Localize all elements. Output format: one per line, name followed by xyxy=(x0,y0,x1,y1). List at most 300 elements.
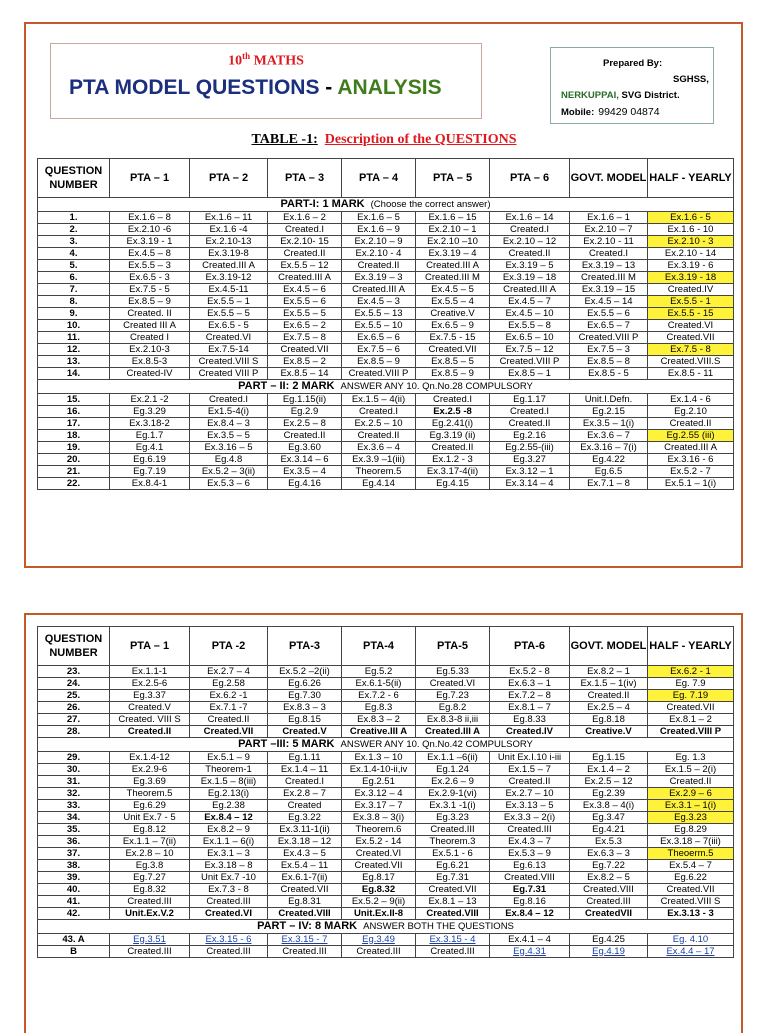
question-source-cell: Eg.1.17 xyxy=(490,394,570,406)
question-source-cell: Theorem.6 xyxy=(342,824,416,836)
question-source-cell: Eg.1.15 xyxy=(570,752,648,764)
question-source-cell: Ex.1.6 – 9 xyxy=(342,224,416,236)
question-source-cell: Created.I xyxy=(490,406,570,418)
question-number-cell: 5. xyxy=(38,260,110,272)
question-source-cell: Ex.2.10-13 xyxy=(190,236,268,248)
question-source-cell: Eg.3.27 xyxy=(490,454,570,466)
section-note: (Choose the correct answer) xyxy=(370,199,491,210)
table-row xyxy=(38,764,734,776)
table-row xyxy=(38,454,734,466)
question-source-cell: Eg.6.19 xyxy=(110,454,190,466)
question-source-cell: Ex.1.1 – 6(i) xyxy=(190,836,268,848)
grade-subject xyxy=(51,51,481,70)
question-source-cell: Ex.5.5 - 1 xyxy=(648,296,734,308)
question-source-cell: Ex.3.19-12 xyxy=(190,272,268,284)
question-source-cell: Ex.8.5 – 14 xyxy=(268,368,342,380)
question-source-cell: Eg.3.8 xyxy=(110,860,190,872)
question-source-cell: Ex.6.5 – 6 xyxy=(342,332,416,344)
question-source-cell: Created.VIII xyxy=(490,872,570,884)
column-header: PTA – 3 xyxy=(268,159,342,198)
question-source-cell: Created.VIII.S xyxy=(648,356,734,368)
question-source-cell: Created.I xyxy=(342,406,416,418)
question-source-cell: Created.II xyxy=(490,418,570,430)
question-source-cell: Ex.2.10 - 3 xyxy=(648,236,734,248)
column-header: HALF - YEARLY xyxy=(648,159,734,198)
question-source-cell: Created.III M xyxy=(416,272,490,284)
question-source-cell: Created.V xyxy=(110,702,190,714)
question-source-cell: Eg. 1.3 xyxy=(648,752,734,764)
question-source-cell: Created VIII P xyxy=(190,368,268,380)
question-source-cell: Ex.3.14 – 4 xyxy=(490,478,570,490)
table-row xyxy=(38,908,734,920)
question-source-cell: Ex.6.1-7(ii) xyxy=(268,872,342,884)
question-source-cell: Ex.3.12 – 4 xyxy=(342,788,416,800)
question-source-cell: Eg.8.3 xyxy=(342,702,416,714)
question-source-cell: Created.VII xyxy=(416,884,490,896)
question-source-cell: Ex.6.5 - 3 xyxy=(110,272,190,284)
question-source-cell: Created.III A xyxy=(416,260,490,272)
question-source-cell: Created.VI xyxy=(190,908,268,920)
question-source-cell: Ex.1.3 – 10 xyxy=(342,752,416,764)
question-source-cell: Eg.4.21 xyxy=(570,824,648,836)
question-number-cell: 18. xyxy=(38,430,110,442)
question-source-cell: Ex.2.5 – 12 xyxy=(570,776,648,788)
table-row xyxy=(38,236,734,248)
question-source-cell: Created.VII xyxy=(416,344,490,356)
question-source-cell: Ex.7.5 - 15 xyxy=(416,332,490,344)
question-source-cell: Created.III xyxy=(416,824,490,836)
question-source-cell: Ex.3.17 – 7 xyxy=(342,800,416,812)
table-row xyxy=(38,332,734,344)
question-source-cell: Created III A xyxy=(110,320,190,332)
question-source-cell: Ex.1.6 – 15 xyxy=(416,212,490,224)
question-source-cell: Ex.8.5 - 11 xyxy=(648,368,734,380)
question-number-cell: 42. xyxy=(38,908,110,920)
question-source-cell: Created.III xyxy=(416,946,490,958)
question-source-cell: Ex.8.5 – 9 xyxy=(342,356,416,368)
question-source-cell: Created.III xyxy=(110,946,190,958)
column-header: GOVT. MODEL xyxy=(570,627,648,666)
grade-number: 10 xyxy=(228,53,243,69)
question-source-cell: Ex.3.19 – 18 xyxy=(490,272,570,284)
question-source-cell: Ex.3.16 – 7(i) xyxy=(570,442,648,454)
question-source-cell: Ex.7.5 – 12 xyxy=(490,344,570,356)
title-dash: - xyxy=(319,76,338,99)
question-source-cell: Ex.3.19 - 6 xyxy=(648,260,734,272)
question-source-cell: Ex.1.6 – 1 xyxy=(570,212,648,224)
question-source-cell: Eg. 7.9 xyxy=(648,678,734,690)
question-source-cell: Ex.7.5 – 6 xyxy=(342,344,416,356)
question-source-cell: Created.II xyxy=(648,776,734,788)
column-header: PTA-6 xyxy=(490,627,570,666)
question-source-cell: Created.III xyxy=(570,896,648,908)
question-source-cell: Ex.8.4 – 3 xyxy=(190,418,268,430)
question-source-cell: Ex.8.5 – 9 xyxy=(110,296,190,308)
table-row xyxy=(38,356,734,368)
question-source-cell: Ex.8.5 – 1 xyxy=(490,368,570,380)
question-number-cell: 41. xyxy=(38,896,110,908)
question-source-cell: Created.III A xyxy=(342,284,416,296)
question-source-cell: Ex.5.1 - 6 xyxy=(416,848,490,860)
question-source-cell: Ex.5.5 – 13 xyxy=(342,308,416,320)
question-source-cell: Ex.5.4 – 11 xyxy=(268,860,342,872)
question-source-cell: Ex.3.18-2 xyxy=(110,418,190,430)
question-source-cell: Eg.6.22 xyxy=(648,872,734,884)
question-source-cell: Created.III xyxy=(190,896,268,908)
question-source-cell: Ex.5.2 - 14 xyxy=(342,836,416,848)
question-source-cell: Eg.7.31 xyxy=(416,872,490,884)
question-source-cell: Created.VII xyxy=(648,702,734,714)
question-source-cell: Eg.1.7 xyxy=(110,430,190,442)
question-source-cell: Created.III A xyxy=(268,272,342,284)
question-source-cell: Ex.2.9-1(vi) xyxy=(416,788,490,800)
table-header-row xyxy=(38,159,734,198)
table-row xyxy=(38,946,734,958)
question-source-cell: Created.I xyxy=(268,776,342,788)
question-source-cell: Ex.3.5 – 5 xyxy=(190,430,268,442)
question-source-cell: Creative.V xyxy=(416,308,490,320)
question-source-cell: Ex.2.9-6 xyxy=(110,764,190,776)
question-source-cell: Ex.3.8 – 3(i) xyxy=(342,812,416,824)
question-source-cell: Ex.1.4-12 xyxy=(110,752,190,764)
question-source-cell: Created.III M xyxy=(570,272,648,284)
question-source-cell: Ex.3.1 – 3 xyxy=(190,848,268,860)
question-source-cell: Ex.3.19 - 18 xyxy=(648,272,734,284)
question-source-cell: Ex.4.5 – 7 xyxy=(490,296,570,308)
question-source-cell: Eg.3.22 xyxy=(268,812,342,824)
question-source-cell: Creative.III A xyxy=(342,726,416,738)
question-source-cell: Unit.I.Defn. xyxy=(570,394,648,406)
question-source-cell: Ex.3.19 – 13 xyxy=(570,260,648,272)
table-label: TABLE -1: xyxy=(251,132,318,147)
question-source-cell: Ex.5.2 – 9(ii) xyxy=(342,896,416,908)
question-source-cell: Ex.5.5 – 12 xyxy=(268,260,342,272)
question-number-cell: 38. xyxy=(38,860,110,872)
question-source-cell: Ex.2.6 – 9 xyxy=(416,776,490,788)
question-source-cell: Ex.2.10 – 12 xyxy=(490,236,570,248)
question-source-cell: Eg. 7.19 xyxy=(648,690,734,702)
question-source-cell: Ex.8.1 – 7 xyxy=(490,702,570,714)
question-source-cell: Ex.4.3 – 5 xyxy=(268,848,342,860)
question-number-cell: B xyxy=(38,946,110,958)
question-source-cell: Eg.6.5 xyxy=(570,466,648,478)
question-source-cell: Ex.3.11-1(ii) xyxy=(268,824,342,836)
question-source-cell: Ex.2.10 – 1 xyxy=(416,224,490,236)
question-source-cell: Ex.1.6 – 5 xyxy=(342,212,416,224)
question-source-cell: Ex.3.15 - 6 xyxy=(190,934,268,946)
title-box xyxy=(50,43,482,119)
question-source-cell: Ex.5.2 –2(ii) xyxy=(268,666,342,678)
section-title: PART –III: 5 MARK xyxy=(238,738,335,750)
question-number-cell: 30. xyxy=(38,764,110,776)
question-source-cell: Ex.3.19 – 15 xyxy=(570,284,648,296)
question-number-cell: 10. xyxy=(38,320,110,332)
table-row xyxy=(38,788,734,800)
question-source-cell: Ex.5.5 – 6 xyxy=(570,308,648,320)
question-source-cell: Ex.7.3 - 8 xyxy=(190,884,268,896)
question-source-cell: Ex.3.3 – 2(i) xyxy=(490,812,570,824)
question-source-cell: Created.VI xyxy=(416,678,490,690)
question-source-cell: Eg.8.33 xyxy=(490,714,570,726)
question-source-cell: Created.VII xyxy=(648,884,734,896)
question-source-cell: Created.II xyxy=(342,430,416,442)
question-source-cell: Created.VIII P xyxy=(648,726,734,738)
question-source-cell: Ex.5.5 – 8 xyxy=(490,320,570,332)
question-source-cell: Created.VIII P xyxy=(342,368,416,380)
question-source-cell: Eg.8.2 xyxy=(416,702,490,714)
question-source-cell: Ex.8.5 – 2 xyxy=(268,356,342,368)
question-source-cell: Ex.3.15 - 4 xyxy=(416,934,490,946)
table-caption xyxy=(0,132,768,148)
question-number-cell: 22. xyxy=(38,478,110,490)
question-source-cell: Ex.1.4 - 6 xyxy=(648,394,734,406)
question-number-cell: 13. xyxy=(38,356,110,368)
question-source-cell: Ex.1.5 – 7 xyxy=(490,764,570,776)
question-source-cell: Ex.5.5 – 1 xyxy=(190,296,268,308)
table-row xyxy=(38,478,734,490)
prepared-by-box xyxy=(550,47,714,124)
question-source-cell: Ex.1.1 – 7(ii) xyxy=(110,836,190,848)
question-source-cell: Eg.8.16 xyxy=(490,896,570,908)
question-source-cell: Created.III xyxy=(268,946,342,958)
question-source-cell: Eg.8.32 xyxy=(342,884,416,896)
question-source-cell: Eg.4.19 xyxy=(570,946,648,958)
section-title: PART – IV: 8 MARK xyxy=(257,920,358,932)
table-row xyxy=(38,836,734,848)
table-row xyxy=(38,466,734,478)
table-row xyxy=(38,296,734,308)
question-source-cell: Ex.1.6 – 11 xyxy=(190,212,268,224)
question-source-cell: Ex.2.5 – 8 xyxy=(268,418,342,430)
question-source-cell: Ex.2.10 – 7 xyxy=(570,224,648,236)
question-source-cell: Created.III xyxy=(190,946,268,958)
question-source-cell: Ex.8.4-1 xyxy=(110,478,190,490)
question-source-cell: Eg.3.49 xyxy=(342,934,416,946)
question-source-cell: Ex.7.2 – 8 xyxy=(490,690,570,702)
question-source-cell: Eg.6.29 xyxy=(110,800,190,812)
table-row xyxy=(38,848,734,860)
question-source-cell: Ex.2.1 -2 xyxy=(110,394,190,406)
question-source-cell: Ex.4.1 – 4 xyxy=(490,934,570,946)
question-source-cell: Ex.3.5 – 4 xyxy=(268,466,342,478)
section-header-row xyxy=(38,738,734,752)
table-row xyxy=(38,776,734,788)
question-number-cell: 23. xyxy=(38,666,110,678)
question-source-cell: Ex.6.5 – 2 xyxy=(268,320,342,332)
question-source-cell: Ex.2.5 -8 xyxy=(416,406,490,418)
question-source-cell: Ex1.5-4(i) xyxy=(190,406,268,418)
question-source-cell: Eg.3.19 (ii) xyxy=(416,430,490,442)
question-source-cell: Ex.2.5-6 xyxy=(110,678,190,690)
question-source-cell: Ex.6.5 – 7 xyxy=(570,320,648,332)
question-source-cell: Eg.4.15 xyxy=(416,478,490,490)
question-source-cell: Ex.5.3 xyxy=(570,836,648,848)
question-source-cell: Ex.6.5 - 5 xyxy=(190,320,268,332)
question-source-cell: Ex.8.2 – 1 xyxy=(570,666,648,678)
question-source-cell: Eg.2.16 xyxy=(490,430,570,442)
question-source-cell: Eg.7.22 xyxy=(570,860,648,872)
question-source-cell: Eg.2.58 xyxy=(190,678,268,690)
question-source-cell: Created.VI xyxy=(190,332,268,344)
question-number-cell: 9. xyxy=(38,308,110,320)
question-source-cell: Ex.7.5-14 xyxy=(190,344,268,356)
question-source-cell: Ex.5.5 – 10 xyxy=(342,320,416,332)
question-source-cell: Eg.7.19 xyxy=(110,466,190,478)
question-source-cell: Eg.4.8 xyxy=(190,454,268,466)
question-source-cell: Ex.6.2 -1 xyxy=(190,690,268,702)
table-row xyxy=(38,212,734,224)
question-source-cell: Ex.3.19 – 5 xyxy=(490,260,570,272)
question-source-cell: Ex.3.14 – 6 xyxy=(268,454,342,466)
question-source-cell: Ex.3.16 - 6 xyxy=(648,454,734,466)
question-source-cell: Ex.7.1 – 8 xyxy=(570,478,648,490)
question-source-cell: Eg.7.23 xyxy=(416,690,490,702)
question-number-cell: 7. xyxy=(38,284,110,296)
column-header: HALF - YEARLY xyxy=(648,627,734,666)
table-row xyxy=(38,872,734,884)
table-row xyxy=(38,272,734,284)
question-source-cell: Ex.3.17-4(ii) xyxy=(416,466,490,478)
question-source-cell: Created.VI xyxy=(648,320,734,332)
table-header-row xyxy=(38,627,734,666)
question-source-cell: Ex.3.6 – 7 xyxy=(570,430,648,442)
question-source-cell: Created.VI xyxy=(342,848,416,860)
question-source-cell: Created.III xyxy=(490,824,570,836)
question-source-cell: Ex.8.4 – 12 xyxy=(490,908,570,920)
question-source-cell: Ex.2.7 – 10 xyxy=(490,788,570,800)
question-source-cell: Ex.2.5 – 4 xyxy=(570,702,648,714)
mobile-number: 99429 04874 xyxy=(598,106,660,118)
question-source-cell: Ex.3.6 – 4 xyxy=(342,442,416,454)
question-source-cell: Ex.1.6 - 5 xyxy=(648,212,734,224)
question-number-cell: 43. A xyxy=(38,934,110,946)
question-source-cell: Ex.4.5 – 6 xyxy=(268,284,342,296)
question-source-cell: Ex.2.8 – 10 xyxy=(110,848,190,860)
question-source-cell: Ex.8.3 – 2 xyxy=(342,714,416,726)
question-number-cell: 31. xyxy=(38,776,110,788)
question-source-cell: Ex.5.1 – 1(i) xyxy=(648,478,734,490)
question-source-cell: Ex.8.5-3 xyxy=(110,356,190,368)
question-source-cell: Eg.3.47 xyxy=(570,812,648,824)
question-source-cell: Created.III xyxy=(342,946,416,958)
question-source-cell: Created.II xyxy=(110,726,190,738)
question-source-cell: Eg.2.39 xyxy=(570,788,648,800)
question-source-cell: Eg.2.13(i) xyxy=(190,788,268,800)
question-source-cell: Eg.8.18 xyxy=(570,714,648,726)
column-header: PTA – 4 xyxy=(342,159,416,198)
table-row xyxy=(38,248,734,260)
question-source-cell: Eg.1.24 xyxy=(416,764,490,776)
question-number-cell: 11. xyxy=(38,332,110,344)
question-source-cell: Unit.Ex.V.2 xyxy=(110,908,190,920)
question-source-cell: Eg.2.55 (iii) xyxy=(648,430,734,442)
question-source-cell: Ex.8.5 – 9 xyxy=(416,368,490,380)
question-source-cell: Eg.6.21 xyxy=(416,860,490,872)
question-source-cell: Eg.6.13 xyxy=(490,860,570,872)
question-source-cell: Ex.8.3-8 ii,iii xyxy=(416,714,490,726)
question-source-cell: Ex.5.3 – 6 xyxy=(190,478,268,490)
question-source-cell: Eg.8.31 xyxy=(268,896,342,908)
question-source-cell: Ex.4.5 – 3 xyxy=(342,296,416,308)
question-source-cell: Created.II xyxy=(190,714,268,726)
question-source-cell: Created.VIII S xyxy=(648,896,734,908)
question-source-cell: Eg.2.10 xyxy=(648,406,734,418)
question-source-cell: Ex.8.5 - 5 xyxy=(570,368,648,380)
question-source-cell: Created.III A xyxy=(190,260,268,272)
question-number-cell: 32. xyxy=(38,788,110,800)
question-source-cell: Ex.7.2 - 6 xyxy=(342,690,416,702)
question-source-cell: Ex.3.18 – 12 xyxy=(268,836,342,848)
question-source-cell: Ex.6.5 – 10 xyxy=(490,332,570,344)
question-number-cell: 29. xyxy=(38,752,110,764)
location xyxy=(561,90,680,101)
question-source-cell: Eg.8.17 xyxy=(342,872,416,884)
question-source-cell: Ex.1.5 – 2(i) xyxy=(648,764,734,776)
question-source-cell: Ex.1.5 – 4(ii) xyxy=(342,394,416,406)
question-source-cell: Ex.5.5 – 6 xyxy=(268,296,342,308)
question-source-cell: Eg.2.15 xyxy=(570,406,648,418)
question-source-cell: Theorem-1 xyxy=(190,764,268,776)
question-source-cell: Eg.4.14 xyxy=(342,478,416,490)
question-number-cell: 25. xyxy=(38,690,110,702)
question-source-cell: Ex.7.5 – 3 xyxy=(570,344,648,356)
question-source-cell: Eg.2.51 xyxy=(342,776,416,788)
question-source-cell: Ex.3.19 – 3 xyxy=(342,272,416,284)
question-source-cell: Eg.3.51 xyxy=(110,934,190,946)
question-source-cell: Ex.2.10-3 xyxy=(110,344,190,356)
question-source-cell: Ex.2.5 – 10 xyxy=(342,418,416,430)
question-source-cell: Created.VIII xyxy=(416,908,490,920)
question-source-cell: Ex.1.1-1 xyxy=(110,666,190,678)
mobile-line xyxy=(561,106,660,118)
question-source-cell: Eg.7.31 xyxy=(490,884,570,896)
question-number-cell: 17. xyxy=(38,418,110,430)
question-source-cell: Ex.2.10 - 11 xyxy=(570,236,648,248)
question-source-cell: Ex.3.12 – 1 xyxy=(490,466,570,478)
question-number-cell: 15. xyxy=(38,394,110,406)
question-source-cell: Created.II xyxy=(490,776,570,788)
question-number-cell: 4. xyxy=(38,248,110,260)
question-source-cell: Ex.2.10 – 9 xyxy=(342,236,416,248)
table-row xyxy=(38,260,734,272)
question-source-cell: Eg.5.2 xyxy=(342,666,416,678)
question-source-cell: Ex.1.4-10-ii,iv xyxy=(342,764,416,776)
table-row xyxy=(38,430,734,442)
question-source-cell: Ex.3.18 – 8 xyxy=(190,860,268,872)
question-number-cell: 35. xyxy=(38,824,110,836)
question-source-cell: Ex.3.13 – 5 xyxy=(490,800,570,812)
question-source-cell: Ex.3.16 – 5 xyxy=(190,442,268,454)
question-source-cell: Unit Ex.7 - 5 xyxy=(110,812,190,824)
question-source-cell: Created.VIII xyxy=(268,908,342,920)
question-source-cell: Created.I xyxy=(190,394,268,406)
question-source-cell: Created I xyxy=(110,332,190,344)
question-source-cell: Ex.1.1 –6(ii) xyxy=(416,752,490,764)
question-source-cell: Created.VIII P xyxy=(570,332,648,344)
question-source-cell: Created.VII xyxy=(268,884,342,896)
question-source-cell: Ex.2.8 – 7 xyxy=(268,788,342,800)
question-source-cell: Eg.3.29 xyxy=(110,406,190,418)
question-source-cell: Created.II xyxy=(268,430,342,442)
question-source-cell: Ex.4.5 – 5 xyxy=(416,284,490,296)
question-number-cell: 1. xyxy=(38,212,110,224)
question-source-cell: Ex.8.4 – 12 xyxy=(190,812,268,824)
question-number-cell: 28. xyxy=(38,726,110,738)
question-source-cell: Ex.8.2 – 5 xyxy=(570,872,648,884)
question-source-cell: Created.I xyxy=(490,224,570,236)
table-row xyxy=(38,800,734,812)
question-source-cell: Eg.3.60 xyxy=(268,442,342,454)
